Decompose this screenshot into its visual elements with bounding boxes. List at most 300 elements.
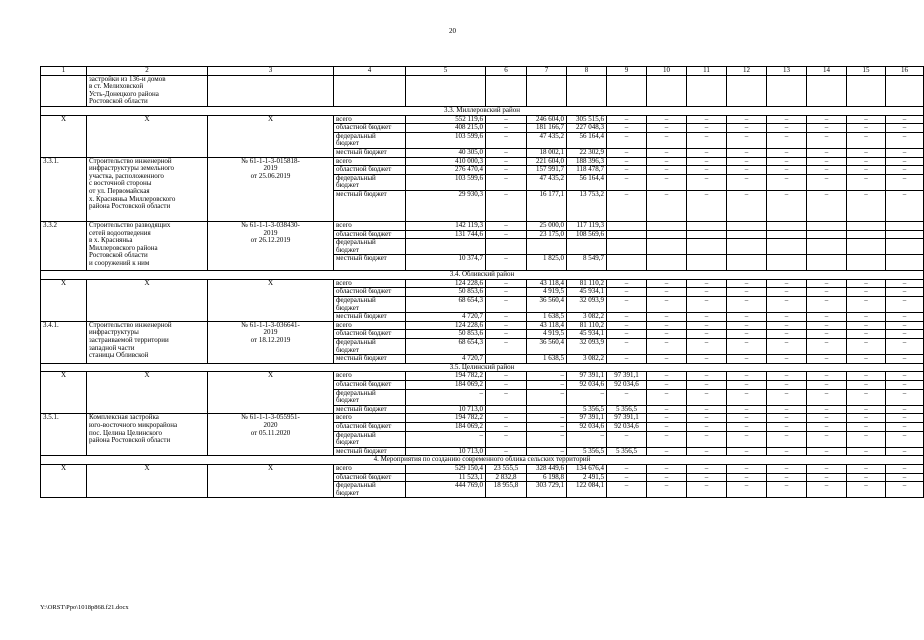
cell-text: – [704, 388, 709, 397]
cell-text: 103 599,6 [455, 131, 483, 140]
cell-text: 157 991,7 [536, 165, 564, 174]
cell-text: – [664, 421, 669, 430]
cell-text: – [744, 371, 749, 380]
cell-text: – [864, 404, 868, 413]
cell-text: – [704, 189, 709, 198]
value-cell [567, 389, 607, 405]
cell-text: федеральный [336, 238, 376, 247]
dash-cell [847, 174, 886, 190]
cell-text: областной бюджет [336, 123, 392, 132]
cell-text: всего [336, 156, 352, 165]
dash-cell [647, 447, 687, 456]
cell-text: 5 356,5 [616, 404, 637, 413]
project-number [41, 157, 87, 221]
cell-text: застраиваемой территории [89, 336, 169, 345]
cell-text: – [664, 371, 669, 380]
dash-cell [607, 431, 647, 447]
column-number [334, 67, 406, 76]
cell-text: 3 082,2 [583, 312, 604, 321]
value-cell [567, 190, 607, 221]
value-cell [527, 431, 567, 447]
cell-text: федеральный [336, 296, 376, 305]
cell-text: – [664, 472, 669, 481]
dash-cell [727, 482, 767, 498]
budget-type [334, 355, 406, 364]
cell-text: 15 [862, 66, 870, 74]
cell-text: – [824, 123, 829, 132]
cell-text: – [504, 123, 508, 132]
cell-text: – [864, 481, 868, 490]
dash-cell [886, 190, 924, 221]
value-cell [406, 239, 486, 255]
cell-text: бюджет [336, 488, 359, 497]
cell-text: 134 676,4 [576, 463, 604, 472]
cell-text: – [864, 131, 868, 140]
budget-type [334, 389, 406, 405]
cell-text: Х [267, 371, 274, 380]
cell-text: – [864, 380, 868, 389]
cell-text: – [504, 312, 508, 321]
cell-text: – [664, 147, 669, 156]
cell-text: сетей водоотведения [89, 228, 151, 237]
cell-text: – [624, 329, 629, 338]
cell-text: – [864, 320, 868, 329]
cell-text: 10 [663, 66, 670, 74]
value-cell [607, 239, 647, 255]
cell-text: – [784, 329, 789, 338]
cell-text: 118 478,7 [576, 165, 604, 174]
cell-text: бюджет [336, 139, 359, 148]
cell-text: 50 853,6 [458, 287, 483, 296]
project-number [41, 414, 87, 456]
cell-text: федеральный [336, 481, 376, 490]
cell-text: – [624, 463, 629, 472]
cell-text: – [824, 147, 829, 156]
project-name [87, 157, 208, 221]
value-cell [727, 221, 767, 230]
cell-text: – [784, 123, 789, 132]
cell-text: инфраструктуры [89, 328, 139, 337]
cell-text: Х [144, 463, 150, 472]
dash-cell [647, 190, 687, 221]
cell-text: – [784, 189, 789, 198]
cell-text: 1 [61, 66, 66, 74]
value-cell [647, 221, 687, 230]
cell-text: – [864, 147, 868, 156]
cell-text: бюджет [336, 181, 359, 190]
project-document [208, 414, 334, 456]
dash-cell [807, 431, 847, 447]
dash-cell [687, 389, 727, 405]
cell-text: – [864, 430, 868, 439]
cell-text: областной бюджет [336, 421, 392, 430]
value-cell [567, 174, 607, 190]
cell-text: – [744, 446, 749, 455]
cell-text: – [824, 278, 829, 287]
cell-text: 2020 [263, 420, 278, 429]
cell-text: – [824, 312, 829, 321]
value-cell [486, 230, 527, 239]
dash-cell [727, 389, 767, 405]
cell-text: 303 729,1 [536, 481, 564, 490]
table-cell [567, 75, 607, 106]
dash-cell [807, 190, 847, 221]
cell-text: – [560, 421, 564, 430]
cell-text: – [664, 338, 669, 347]
cell-text: – [624, 481, 629, 490]
column-number [767, 67, 807, 76]
cell-text: Комплексная застройка [89, 413, 159, 422]
value-cell [486, 255, 527, 271]
cell-text: – [902, 388, 907, 397]
cell-text: 97 391,1 [579, 371, 604, 380]
value-cell [886, 230, 924, 239]
dash-cell [727, 447, 767, 456]
cell-text: Х [144, 114, 150, 123]
cell-text: областной бюджет [336, 472, 392, 481]
cell-text: 2 832,8 [495, 472, 517, 481]
dash-cell [886, 174, 924, 190]
file-path-footer: Y:\ORST\Ppo\1018p868.f21.docx [40, 604, 129, 611]
cell-text: Х [60, 463, 67, 472]
value-cell [647, 239, 687, 255]
cell-text: – [744, 338, 749, 347]
column-number [607, 67, 647, 76]
value-cell [486, 431, 527, 447]
value-cell [406, 482, 486, 498]
cell-text: 188 396,3 [576, 156, 604, 165]
cell-text: федеральный [336, 131, 376, 140]
value-cell [886, 239, 924, 255]
budget-type [334, 297, 406, 313]
cell-text: – [704, 173, 709, 182]
table-cell [807, 75, 847, 106]
cell-text: 4 [367, 66, 372, 74]
cell-text: – [744, 131, 749, 140]
cell-text: 81 110,2 [579, 278, 604, 287]
cell-text: – [902, 114, 907, 123]
cell-text: – [504, 287, 508, 296]
cell-text: 18 955,8 [493, 481, 519, 490]
cell-text: – [902, 421, 907, 430]
cell-text: бюджет [336, 345, 359, 354]
dash-cell [727, 339, 767, 355]
cell-text: – [504, 430, 508, 439]
dash-cell [607, 132, 647, 148]
cell-text: – [902, 446, 907, 455]
cell-text: 2019 [263, 164, 278, 173]
cell-text: 4 919,5 [543, 329, 564, 338]
cell-text: – [902, 312, 907, 321]
cell-text: 2019 [263, 328, 278, 337]
cell-text: Х [144, 278, 150, 287]
cell-text: – [784, 165, 789, 174]
cell-text: – [784, 463, 789, 472]
cell-text: – [664, 165, 669, 174]
cell-text: – [824, 189, 829, 198]
cell-text: 221 604,0 [536, 156, 564, 165]
cell-text: № 61-1-1-3-036641- [241, 320, 300, 329]
dash-cell [807, 482, 847, 498]
cell-text: 122 084,1 [576, 481, 604, 490]
cell-text: – [824, 371, 829, 380]
cell-text: 56 164,4 [579, 173, 604, 182]
cell-text: 5 356,5 [583, 404, 604, 413]
cell-text: – [504, 114, 508, 123]
cell-text: всего [336, 220, 352, 229]
table-cell [334, 75, 406, 106]
value-cell [527, 132, 567, 148]
cell-text: 13 753,2 [579, 189, 604, 198]
cell-text: – [864, 165, 868, 174]
cell-text: Х [267, 463, 274, 472]
cell-text: – [504, 156, 508, 165]
cell-text: 40 305,0 [458, 147, 483, 156]
value-cell [406, 174, 486, 190]
cell-text: – [864, 156, 868, 165]
cell-text: – [744, 147, 749, 156]
value-cell [406, 339, 486, 355]
cell-text: 11 523,1 [458, 472, 483, 481]
dash-cell [847, 431, 886, 447]
column-number [486, 67, 527, 76]
cell-text: 552 119,6 [455, 114, 483, 123]
value-cell [567, 239, 607, 255]
cell-text: Ростовской области [89, 97, 148, 106]
cell-text: 43 118,4 [539, 278, 564, 287]
cell-text: и сооружений к ним [89, 258, 150, 267]
dash-cell [607, 355, 647, 364]
cell-text: – [902, 371, 907, 380]
cell-text: местный бюджет [336, 312, 387, 321]
column-number-row [41, 67, 924, 76]
value-cell [767, 239, 807, 255]
cell-text: – [624, 472, 629, 481]
cell-text: 184 069,2 [455, 421, 483, 430]
x-mark [41, 279, 87, 321]
cell-text: – [664, 404, 669, 413]
cell-text: – [902, 472, 907, 481]
cell-text: 3.4.1. [43, 320, 59, 329]
cell-text: инфраструктуры земельного [89, 164, 175, 173]
cell-text: – [744, 189, 749, 198]
column-number [567, 67, 607, 76]
value-cell [486, 297, 527, 313]
value-cell [807, 221, 847, 230]
column-number [727, 67, 767, 76]
cell-text: 10 713,0 [458, 404, 483, 413]
cell-text: – [704, 354, 709, 363]
cell-text: в х. Красняньа [89, 236, 133, 245]
value-cell [486, 190, 527, 221]
cell-text: в ст. Мелиховской [89, 82, 144, 91]
cell-text: – [824, 114, 829, 123]
cell-text: с восточной стороны [89, 179, 152, 188]
column-number [807, 67, 847, 76]
value-cell [486, 174, 527, 190]
cell-text: 7 [544, 66, 549, 74]
dash-cell [807, 389, 847, 405]
value-cell [486, 239, 527, 255]
cell-text: Усть-Донецкого района [89, 89, 159, 98]
cell-text: станицы Обливской [89, 351, 149, 360]
budget-type [334, 174, 406, 190]
cell-text: – [504, 165, 508, 174]
cell-text: – [902, 123, 907, 132]
cell-text: Миллеровского района [89, 243, 158, 252]
cell-text: – [864, 354, 868, 363]
value-cell [406, 381, 486, 390]
table-cell [767, 75, 807, 106]
budget-type [334, 482, 406, 498]
cell-text: юго-восточного микрорайона [89, 420, 178, 429]
column-number [687, 67, 727, 76]
cell-text: – [624, 354, 629, 363]
cell-text: – [479, 430, 483, 439]
cell-text: – [664, 446, 669, 455]
cell-text: – [504, 296, 508, 305]
cell-text: – [664, 312, 669, 321]
cell-text: 50 853,6 [458, 329, 483, 338]
cell-text: местный бюджет [336, 354, 387, 363]
cell-text: 9 [624, 66, 629, 74]
cell-text: 305 515,6 [576, 114, 604, 123]
cell-text: – [784, 338, 789, 347]
cell-text: – [902, 329, 907, 338]
value-cell [847, 230, 886, 239]
cell-text: – [824, 380, 829, 389]
dash-cell [647, 482, 687, 498]
cell-text: 108 569,6 [576, 229, 604, 238]
cell-text: – [624, 156, 629, 165]
project-number [41, 321, 87, 363]
value-cell [567, 132, 607, 148]
cell-text: – [504, 329, 508, 338]
cell-text: – [744, 404, 749, 413]
table-cell [687, 75, 727, 106]
cell-text: № 61-1-1-3-055951- [241, 413, 300, 422]
value-cell [767, 221, 807, 230]
cell-text: – [704, 278, 709, 287]
cell-text: 23 175,0 [539, 229, 564, 238]
cell-text: – [704, 371, 709, 380]
cell-text: – [704, 320, 709, 329]
page-number: 20 [449, 27, 456, 35]
cell-text: 194 782,2 [455, 413, 483, 422]
table-cell [607, 75, 647, 106]
column-number [647, 67, 687, 76]
cell-text: – [824, 388, 829, 397]
cell-text: 3 082,2 [583, 354, 604, 363]
dash-cell [647, 132, 687, 148]
dash-cell [847, 190, 886, 221]
dash-cell [607, 389, 647, 405]
value-cell [687, 221, 727, 230]
cell-text: – [864, 287, 868, 296]
cell-text: 36 560,4 [539, 338, 564, 347]
cell-text: 276 470,4 [455, 165, 483, 174]
value-cell [406, 297, 486, 313]
cell-text: – [704, 413, 709, 422]
cell-text: бюджет [336, 438, 359, 447]
cell-text: – [864, 338, 868, 347]
cell-text: Х [267, 114, 274, 123]
cell-text: – [784, 404, 789, 413]
budget-type [334, 431, 406, 447]
cell-text: – [864, 189, 868, 198]
cell-text: – [704, 165, 709, 174]
cell-text: – [784, 380, 789, 389]
cell-text: 1 638,5 [543, 312, 564, 321]
cell-text: – [784, 371, 789, 380]
cell-text: – [784, 156, 789, 165]
cell-text: 81 110,2 [579, 320, 604, 329]
cell-text: 16 [901, 66, 908, 74]
cell-text: – [744, 388, 749, 397]
cell-text: – [704, 131, 709, 140]
dash-cell [886, 389, 924, 405]
cell-text: – [902, 189, 907, 198]
cell-text: – [744, 329, 749, 338]
continuation-row [41, 75, 924, 106]
table-cell [647, 75, 687, 106]
cell-text: – [902, 404, 907, 413]
cell-text: Х [60, 278, 67, 287]
value-cell [847, 239, 886, 255]
cell-text: – [560, 388, 564, 397]
project-name [87, 221, 208, 270]
cell-text: – [824, 430, 829, 439]
value-cell [486, 339, 527, 355]
cell-text: – [504, 413, 508, 422]
dash-cell [727, 174, 767, 190]
value-cell [486, 482, 527, 498]
cell-text: Х [144, 371, 150, 380]
dash-cell [767, 190, 807, 221]
x-mark [41, 115, 87, 157]
cell-text: – [664, 123, 669, 132]
cell-text: Ростовской области [89, 251, 148, 260]
cell-text: – [504, 380, 508, 389]
cell-text: – [744, 413, 749, 422]
value-cell [567, 482, 607, 498]
cell-text: – [784, 114, 789, 123]
value-cell [767, 255, 807, 271]
column-number [847, 67, 886, 76]
cell-text: всего [336, 371, 352, 380]
cell-text: 3.5.1. [43, 413, 59, 422]
table-cell [886, 75, 924, 106]
cell-text: 14 [823, 66, 830, 74]
cell-text: – [664, 329, 669, 338]
cell-text: 97 391,1 [614, 371, 639, 380]
value-cell [527, 482, 567, 498]
value-cell [406, 422, 486, 431]
budget-type [334, 132, 406, 148]
cell-text: 444 769,0 [455, 481, 483, 490]
value-cell [687, 239, 727, 255]
cell-text: – [902, 131, 907, 140]
cell-text: – [744, 156, 749, 165]
cell-text: – [864, 371, 868, 380]
value-cell [687, 255, 727, 271]
cell-text: – [902, 463, 907, 472]
x-mark [208, 279, 334, 321]
value-cell [647, 255, 687, 271]
cell-text: 32 093,9 [579, 296, 604, 305]
project-name [87, 75, 208, 106]
cell-text: – [824, 329, 829, 338]
